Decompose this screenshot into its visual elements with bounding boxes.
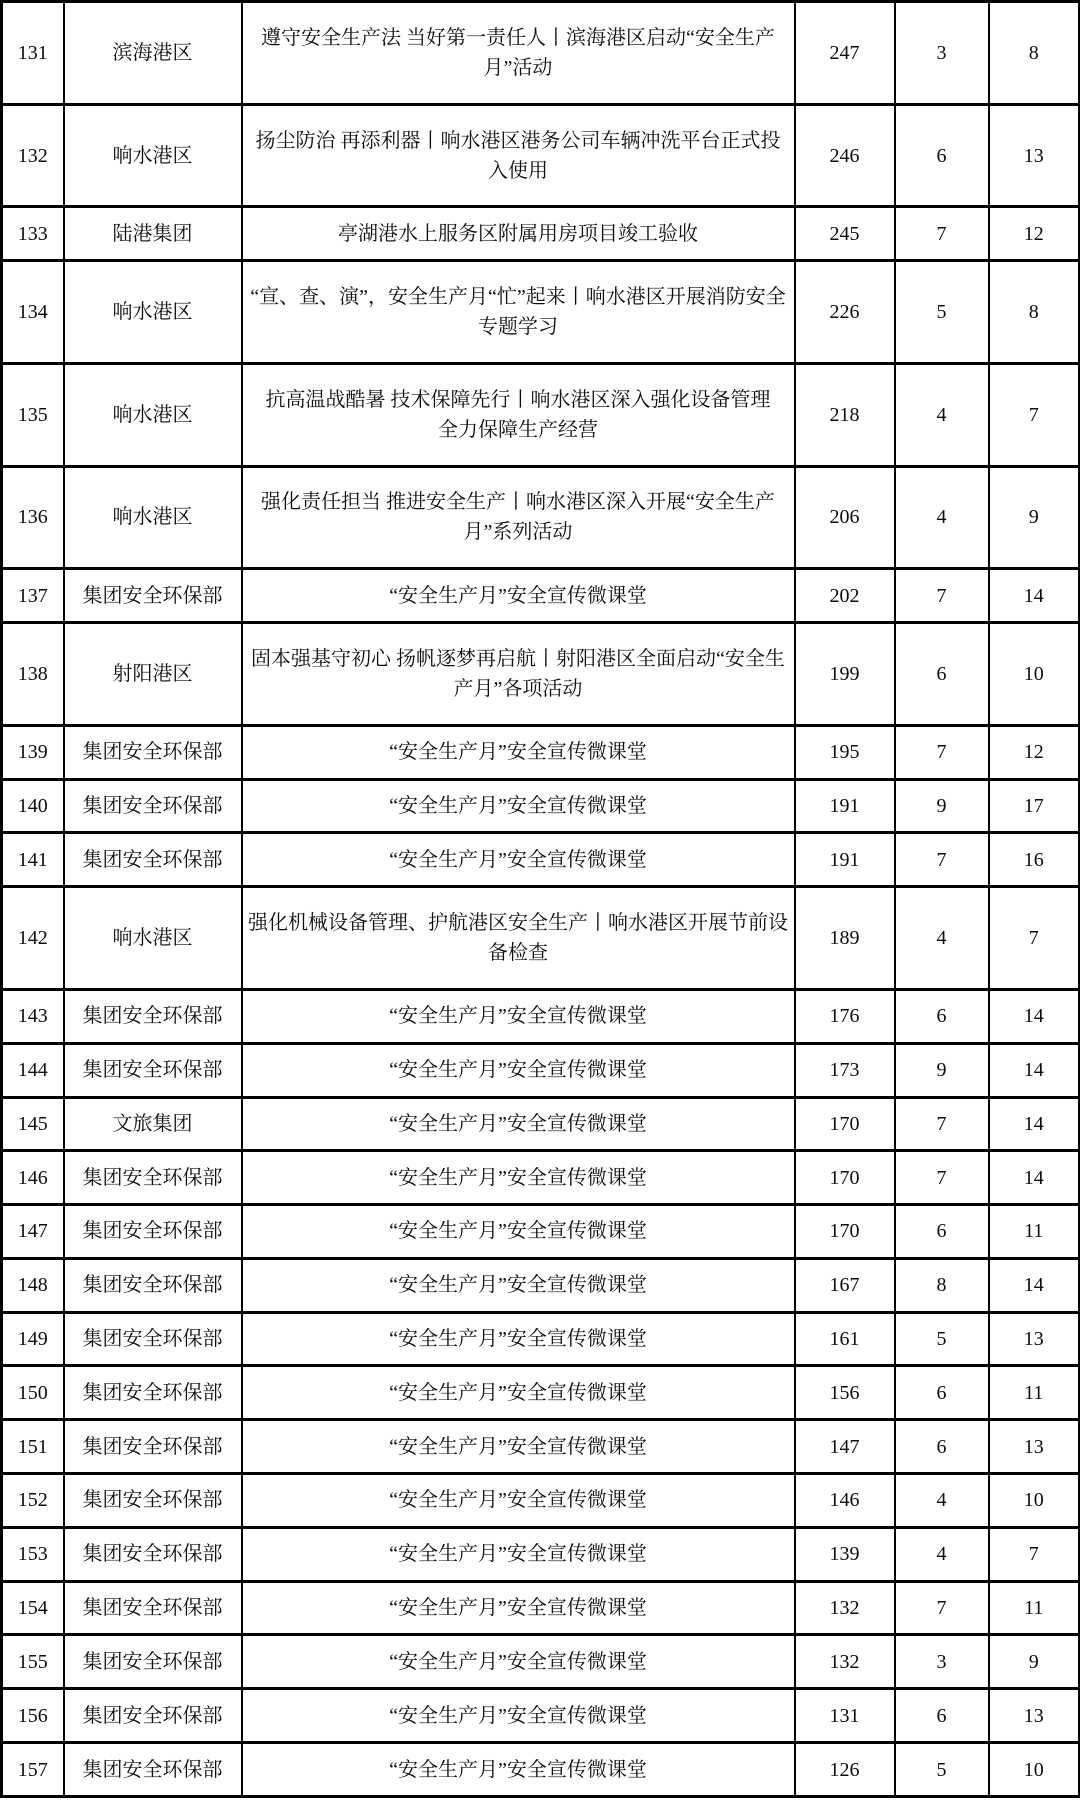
value1-cell: 170 [795, 1205, 895, 1259]
value3-cell: 11 [989, 1366, 1080, 1420]
title-cell: “安全生产月”安全宣传微课堂 [242, 725, 795, 779]
value2-cell: 3 [895, 1635, 989, 1689]
title-cell: “安全生产月”安全宣传微课堂 [242, 1151, 795, 1205]
value2-cell: 6 [895, 1689, 989, 1743]
table-row [2, 1258, 1080, 1312]
department-cell: 集团安全环保部 [64, 1312, 242, 1366]
value2-cell: 6 [895, 1366, 989, 1420]
value3-cell: 10 [989, 1474, 1080, 1528]
title-cell: 抗高温战酷暑 技术保障先行丨响水港区深入强化设备管理 全力保障生产经营 [242, 363, 795, 466]
value2-cell: 5 [895, 261, 989, 364]
row-number-cell: 156 [2, 1689, 64, 1743]
value3-cell: 14 [989, 1097, 1080, 1151]
row-number-cell: 139 [2, 725, 64, 779]
table-row [2, 887, 1080, 990]
table-row [2, 989, 1080, 1043]
value1-cell: 176 [795, 989, 895, 1043]
row-number-cell: 144 [2, 1043, 64, 1097]
title-cell: “安全生产月”安全宣传微课堂 [242, 569, 795, 623]
title-cell: “安全生产月”安全宣传微课堂 [242, 779, 795, 833]
table-row [2, 1205, 1080, 1259]
value3-cell: 11 [989, 1205, 1080, 1259]
value1-cell: 146 [795, 1474, 895, 1528]
value2-cell: 6 [895, 1205, 989, 1259]
row-number-cell: 137 [2, 569, 64, 623]
department-cell: 集团安全环保部 [64, 1205, 242, 1259]
value1-cell: 167 [795, 1258, 895, 1312]
department-cell: 集团安全环保部 [64, 1527, 242, 1581]
table-row [2, 261, 1080, 364]
row-number-cell: 142 [2, 887, 64, 990]
value3-cell: 12 [989, 207, 1080, 261]
value2-cell: 7 [895, 207, 989, 261]
row-number-cell: 132 [2, 104, 64, 207]
row-number-cell: 145 [2, 1097, 64, 1151]
value1-cell: 131 [795, 1689, 895, 1743]
value1-cell: 206 [795, 466, 895, 569]
value3-cell: 16 [989, 833, 1080, 887]
table-row [2, 1689, 1080, 1743]
value1-cell: 132 [795, 1635, 895, 1689]
table-row [2, 1043, 1080, 1097]
department-cell: 响水港区 [64, 261, 242, 364]
department-cell: 集团安全环保部 [64, 1043, 242, 1097]
title-cell: “安全生产月”安全宣传微课堂 [242, 1474, 795, 1528]
department-cell: 响水港区 [64, 104, 242, 207]
row-number-cell: 133 [2, 207, 64, 261]
department-cell: 集团安全环保部 [64, 1151, 242, 1205]
row-number-cell: 154 [2, 1581, 64, 1635]
table-row [2, 1366, 1080, 1420]
table-row [2, 1151, 1080, 1205]
table-row [2, 623, 1080, 726]
row-number-cell: 146 [2, 1151, 64, 1205]
value2-cell: 3 [895, 2, 989, 105]
department-cell: 集团安全环保部 [64, 1420, 242, 1474]
value1-cell: 195 [795, 725, 895, 779]
value3-cell: 14 [989, 1043, 1080, 1097]
value1-cell: 156 [795, 1366, 895, 1420]
row-number-cell: 153 [2, 1527, 64, 1581]
title-cell: “安全生产月”安全宣传微课堂 [242, 1366, 795, 1420]
value3-cell: 14 [989, 989, 1080, 1043]
department-cell: 陆港集团 [64, 207, 242, 261]
title-cell: “安全生产月”安全宣传微课堂 [242, 989, 795, 1043]
value3-cell: 11 [989, 1581, 1080, 1635]
table-row [2, 104, 1080, 207]
value2-cell: 7 [895, 833, 989, 887]
row-number-cell: 135 [2, 363, 64, 466]
value2-cell: 8 [895, 1258, 989, 1312]
row-number-cell: 131 [2, 2, 64, 105]
row-number-cell: 150 [2, 1366, 64, 1420]
table-row [2, 833, 1080, 887]
value1-cell: 147 [795, 1420, 895, 1474]
value3-cell: 9 [989, 1635, 1080, 1689]
value1-cell: 170 [795, 1151, 895, 1205]
value1-cell: 245 [795, 207, 895, 261]
value2-cell: 4 [895, 1527, 989, 1581]
department-cell: 集团安全环保部 [64, 1474, 242, 1528]
row-number-cell: 155 [2, 1635, 64, 1689]
value2-cell: 4 [895, 1474, 989, 1528]
table-row [2, 1097, 1080, 1151]
value2-cell: 5 [895, 1743, 989, 1797]
row-number-cell: 151 [2, 1420, 64, 1474]
table-row [2, 207, 1080, 261]
value3-cell: 8 [989, 261, 1080, 364]
value2-cell: 6 [895, 104, 989, 207]
value3-cell: 14 [989, 569, 1080, 623]
value3-cell: 10 [989, 1743, 1080, 1797]
row-number-cell: 157 [2, 1743, 64, 1797]
title-cell: “宣、查、演”，安全生产月“忙”起来丨响水港区开展消防安全专题学习 [242, 261, 795, 364]
value3-cell: 13 [989, 104, 1080, 207]
table-row [2, 1420, 1080, 1474]
table-row [2, 466, 1080, 569]
value2-cell: 9 [895, 1043, 989, 1097]
value2-cell: 6 [895, 1420, 989, 1474]
row-number-cell: 152 [2, 1474, 64, 1528]
value1-cell: 246 [795, 104, 895, 207]
value3-cell: 8 [989, 2, 1080, 105]
department-cell: 集团安全环保部 [64, 989, 242, 1043]
title-cell: “安全生产月”安全宣传微课堂 [242, 1312, 795, 1366]
title-cell: “安全生产月”安全宣传微课堂 [242, 1097, 795, 1151]
value2-cell: 7 [895, 1151, 989, 1205]
value2-cell: 7 [895, 725, 989, 779]
department-cell: 集团安全环保部 [64, 569, 242, 623]
value1-cell: 126 [795, 1743, 895, 1797]
value2-cell: 4 [895, 466, 989, 569]
value3-cell: 9 [989, 466, 1080, 569]
value1-cell: 202 [795, 569, 895, 623]
row-number-cell: 140 [2, 779, 64, 833]
row-number-cell: 136 [2, 466, 64, 569]
value3-cell: 14 [989, 1151, 1080, 1205]
value2-cell: 4 [895, 363, 989, 466]
value1-cell: 161 [795, 1312, 895, 1366]
value2-cell: 7 [895, 569, 989, 623]
table-row [2, 725, 1080, 779]
department-cell: 文旅集团 [64, 1097, 242, 1151]
row-number-cell: 149 [2, 1312, 64, 1366]
table-row [2, 1635, 1080, 1689]
department-cell: 集团安全环保部 [64, 1581, 242, 1635]
department-cell: 集团安全环保部 [64, 833, 242, 887]
value1-cell: 218 [795, 363, 895, 466]
department-cell: 集团安全环保部 [64, 1689, 242, 1743]
table-row [2, 363, 1080, 466]
value3-cell: 17 [989, 779, 1080, 833]
value2-cell: 7 [895, 1097, 989, 1151]
row-number-cell: 141 [2, 833, 64, 887]
title-cell: “安全生产月”安全宣传微课堂 [242, 833, 795, 887]
value1-cell: 170 [795, 1097, 895, 1151]
department-cell: 集团安全环保部 [64, 1366, 242, 1420]
title-cell: 强化机械设备管理、护航港区安全生产丨响水港区开展节前设备检查 [242, 887, 795, 990]
row-number-cell: 134 [2, 261, 64, 364]
department-cell: 响水港区 [64, 363, 242, 466]
title-cell: “安全生产月”安全宣传微课堂 [242, 1258, 795, 1312]
title-cell: 遵守安全生产法 当好第一责任人丨滨海港区启动“安全生产月”活动 [242, 2, 795, 105]
stats-table-body [2, 2, 1080, 1797]
table-row [2, 569, 1080, 623]
value1-cell: 247 [795, 2, 895, 105]
value2-cell: 6 [895, 623, 989, 726]
title-cell: “安全生产月”安全宣传微课堂 [242, 1043, 795, 1097]
title-cell: 扬尘防治 再添利器丨响水港区港务公司车辆冲洗平台正式投入使用 [242, 104, 795, 207]
value3-cell: 7 [989, 363, 1080, 466]
table-row [2, 1312, 1080, 1366]
row-number-cell: 147 [2, 1205, 64, 1259]
value2-cell: 7 [895, 1581, 989, 1635]
value3-cell: 13 [989, 1312, 1080, 1366]
department-cell: 滨海港区 [64, 2, 242, 105]
department-cell: 集团安全环保部 [64, 1258, 242, 1312]
title-cell: “安全生产月”安全宣传微课堂 [242, 1635, 795, 1689]
value3-cell: 7 [989, 887, 1080, 990]
title-cell: 强化责任担当 推进安全生产丨响水港区深入开展“安全生产月”系列活动 [242, 466, 795, 569]
value1-cell: 189 [795, 887, 895, 990]
department-cell: 集团安全环保部 [64, 725, 242, 779]
row-number-cell: 143 [2, 989, 64, 1043]
value3-cell: 13 [989, 1689, 1080, 1743]
title-cell: “安全生产月”安全宣传微课堂 [242, 1581, 795, 1635]
table-row [2, 2, 1080, 105]
row-number-cell: 138 [2, 623, 64, 726]
value3-cell: 14 [989, 1258, 1080, 1312]
value2-cell: 6 [895, 989, 989, 1043]
title-cell: “安全生产月”安全宣传微课堂 [242, 1689, 795, 1743]
title-cell: “安全生产月”安全宣传微课堂 [242, 1527, 795, 1581]
title-cell: “安全生产月”安全宣传微课堂 [242, 1420, 795, 1474]
value3-cell: 10 [989, 623, 1080, 726]
value1-cell: 226 [795, 261, 895, 364]
value1-cell: 139 [795, 1527, 895, 1581]
title-cell: “安全生产月”安全宣传微课堂 [242, 1205, 795, 1259]
title-cell: “安全生产月”安全宣传微课堂 [242, 1743, 795, 1797]
value2-cell: 9 [895, 779, 989, 833]
value2-cell: 4 [895, 887, 989, 990]
value1-cell: 173 [795, 1043, 895, 1097]
department-cell: 集团安全环保部 [64, 1743, 242, 1797]
value1-cell: 191 [795, 833, 895, 887]
value1-cell: 132 [795, 1581, 895, 1635]
department-cell: 响水港区 [64, 466, 242, 569]
value3-cell: 13 [989, 1420, 1080, 1474]
department-cell: 集团安全环保部 [64, 1635, 242, 1689]
value2-cell: 5 [895, 1312, 989, 1366]
value1-cell: 191 [795, 779, 895, 833]
department-cell: 射阳港区 [64, 623, 242, 726]
department-cell: 集团安全环保部 [64, 779, 242, 833]
table-row [2, 1527, 1080, 1581]
table-row [2, 1581, 1080, 1635]
value3-cell: 7 [989, 1527, 1080, 1581]
table-row [2, 1474, 1080, 1528]
title-cell: 固本强基守初心 扬帆逐梦再启航丨射阳港区全面启动“安全生产月”各项活动 [242, 623, 795, 726]
row-number-cell: 148 [2, 1258, 64, 1312]
value3-cell: 12 [989, 725, 1080, 779]
department-cell: 响水港区 [64, 887, 242, 990]
value1-cell: 199 [795, 623, 895, 726]
title-cell: 亭湖港水上服务区附属用房项目竣工验收 [242, 207, 795, 261]
table-row [2, 1743, 1080, 1797]
table-row [2, 779, 1080, 833]
